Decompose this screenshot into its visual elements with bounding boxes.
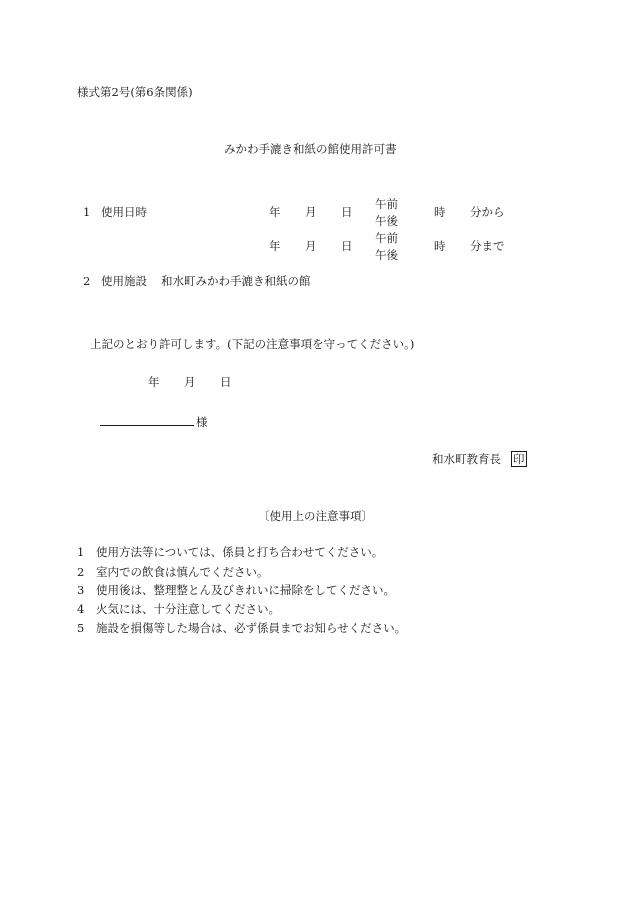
seal-mark: 印 (513, 452, 525, 466)
from-year-label: 年 (269, 205, 281, 219)
note-text: 使用後は、整理整とん及びきれいに掃除をしてください。 (96, 583, 395, 597)
to-year-label: 年 (269, 239, 281, 253)
issuer-block (432, 451, 527, 467)
note-text: 施設を損傷等した場合は、必ず係員までお知らせください。 (96, 621, 407, 635)
facility-value: 和水町みかわ手漉き和紙の館 (161, 274, 311, 288)
to-ampm-choice (375, 230, 398, 263)
from-minute-label: 分から (470, 205, 505, 219)
from-ampm-choice (375, 196, 398, 229)
permission-statement: 上記のとおり許可します。(下記の注意事項を守ってください。) (90, 337, 415, 351)
form-number: 様式第2号(第6条関係) (77, 85, 193, 99)
recipient-suffix: 様 (196, 415, 208, 429)
facility-number: 2 (83, 274, 91, 288)
recipient-line (100, 415, 208, 430)
note-number: 1 (77, 545, 85, 559)
from-hour-label: 時 (434, 205, 446, 219)
to-hour-label: 時 (434, 239, 446, 253)
usage-datetime-number: 1 (83, 205, 91, 219)
note-number: 2 (77, 565, 85, 579)
recipient-name-blank (100, 415, 194, 426)
note-number: 3 (77, 583, 85, 597)
note-text: 火気には、十分注意してください。 (96, 602, 280, 616)
to-minute-label: 分まで (470, 239, 505, 253)
to-pm-label: 午後 (375, 247, 398, 262)
issuer-name: 和水町教育長 (432, 452, 501, 466)
note-number: 4 (77, 602, 85, 616)
issue-month-label: 月 (184, 375, 196, 389)
usage-datetime-label: 使用日時 (101, 205, 147, 219)
to-am-label: 午前 (375, 231, 398, 245)
notes-heading: 〔使用上の注意事項〕 (258, 509, 373, 523)
note-number: 5 (77, 621, 85, 635)
from-day-label: 日 (341, 205, 353, 219)
from-am-label: 午前 (375, 197, 398, 211)
from-month-label: 月 (305, 205, 317, 219)
to-day-label: 日 (341, 239, 353, 253)
document-title: みかわ手漉き和紙の館使用許可書 (224, 142, 397, 156)
issue-day-label: 日 (220, 375, 232, 389)
note-text: 使用方法等については、係員と打ち合わせてください。 (96, 545, 384, 559)
issue-year-label: 年 (148, 375, 160, 389)
note-text: 室内での飲食は慎んでください。 (96, 565, 269, 579)
from-pm-label: 午後 (375, 213, 398, 228)
to-month-label: 月 (305, 239, 317, 253)
facility-label: 使用施設 (101, 274, 147, 288)
